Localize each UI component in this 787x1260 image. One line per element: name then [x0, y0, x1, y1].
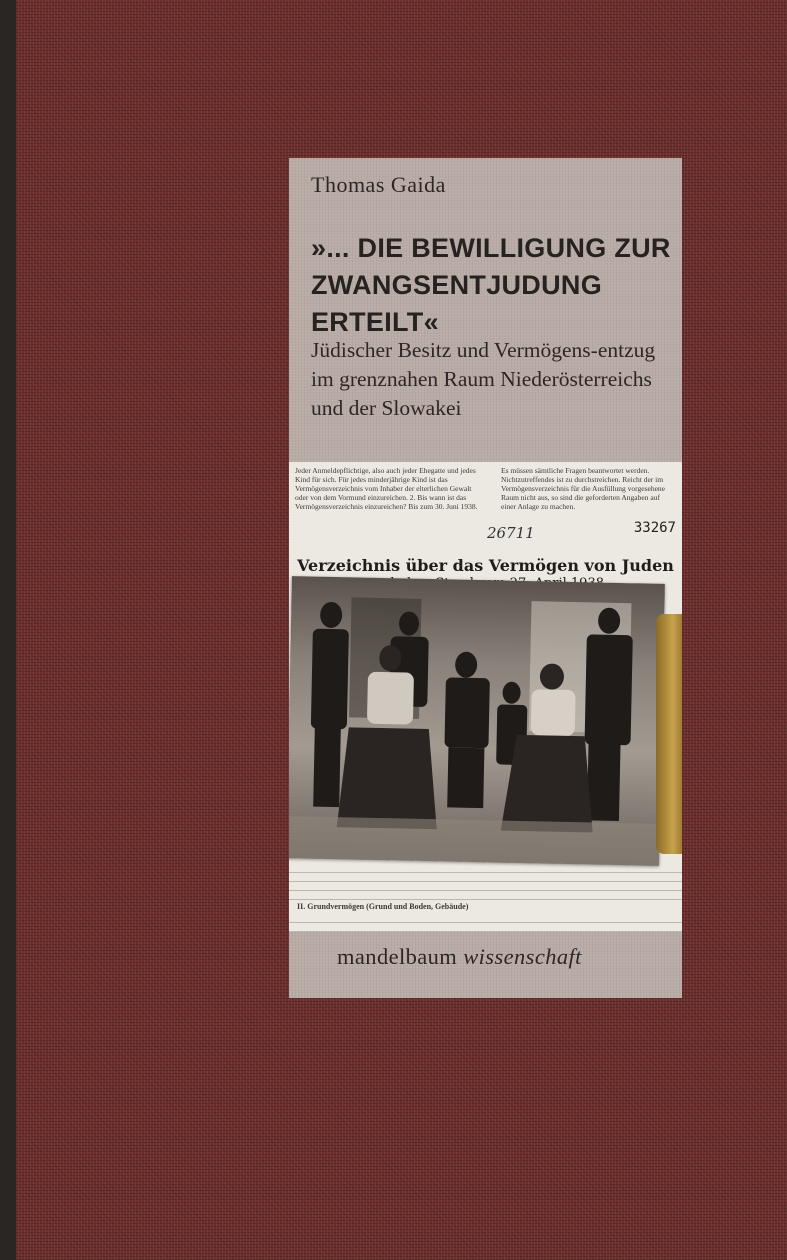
publisher-series: wissenschaft — [463, 944, 582, 969]
document-section-ii: II. Grundvermögen (Grund und Boden, Gebäude) — [297, 902, 469, 911]
book-subtitle: Jüdischer Besitz und Vermögens-entzug im grenznahen Raum Niederösterreichs und der Slowakei — [311, 338, 656, 420]
document-left-column: Jeder Anmeldepflichtige, also auch jeder Ehegatte und jedes Kind für sich. Für jedes minderjährige Kind ist das Vermögensverzeichnis vom Inhaber der elterlichen Gewalt oder von dem Vormund einzureichen. 2. Bis wann ist das Vermögensverzeichnis einzureichen? Bis zum 30. Juni 1938. — [295, 466, 478, 511]
document-bottom-lines — [289, 914, 682, 932]
family-photograph — [289, 576, 665, 866]
publisher-name: mandelbaum — [337, 944, 458, 969]
book-title: »... DIE BEWILLIGUNG ZUR ZWANGSENTJUDUNG ERTEILT« — [311, 233, 671, 337]
photograph-figures — [289, 576, 665, 866]
author-name: Thomas Gaida — [311, 172, 446, 197]
cabinet-stamp — [656, 614, 682, 854]
stamp-number: 33267 — [633, 520, 676, 536]
document-ledger-lines — [289, 864, 682, 900]
cover-collage — [289, 462, 682, 932]
publisher-imprint — [337, 944, 582, 970]
handwritten-number: 26711 — [487, 524, 535, 542]
book-spine — [0, 0, 16, 1260]
document-heading: Verzeichnis über das Vermögen von Juden — [297, 556, 674, 575]
cover-label — [289, 158, 682, 998]
document-right-column: Es müssen sämtliche Fragen beantwortet werden. Nichtzutreffendes ist zu durchstreichen. Reicht der im Vermögensverzeichnis für die Ausfüllung vorgesehene Raum nicht aus, so sind die geforderten Angaben auf einer Anlage zu machen. — [501, 466, 665, 511]
